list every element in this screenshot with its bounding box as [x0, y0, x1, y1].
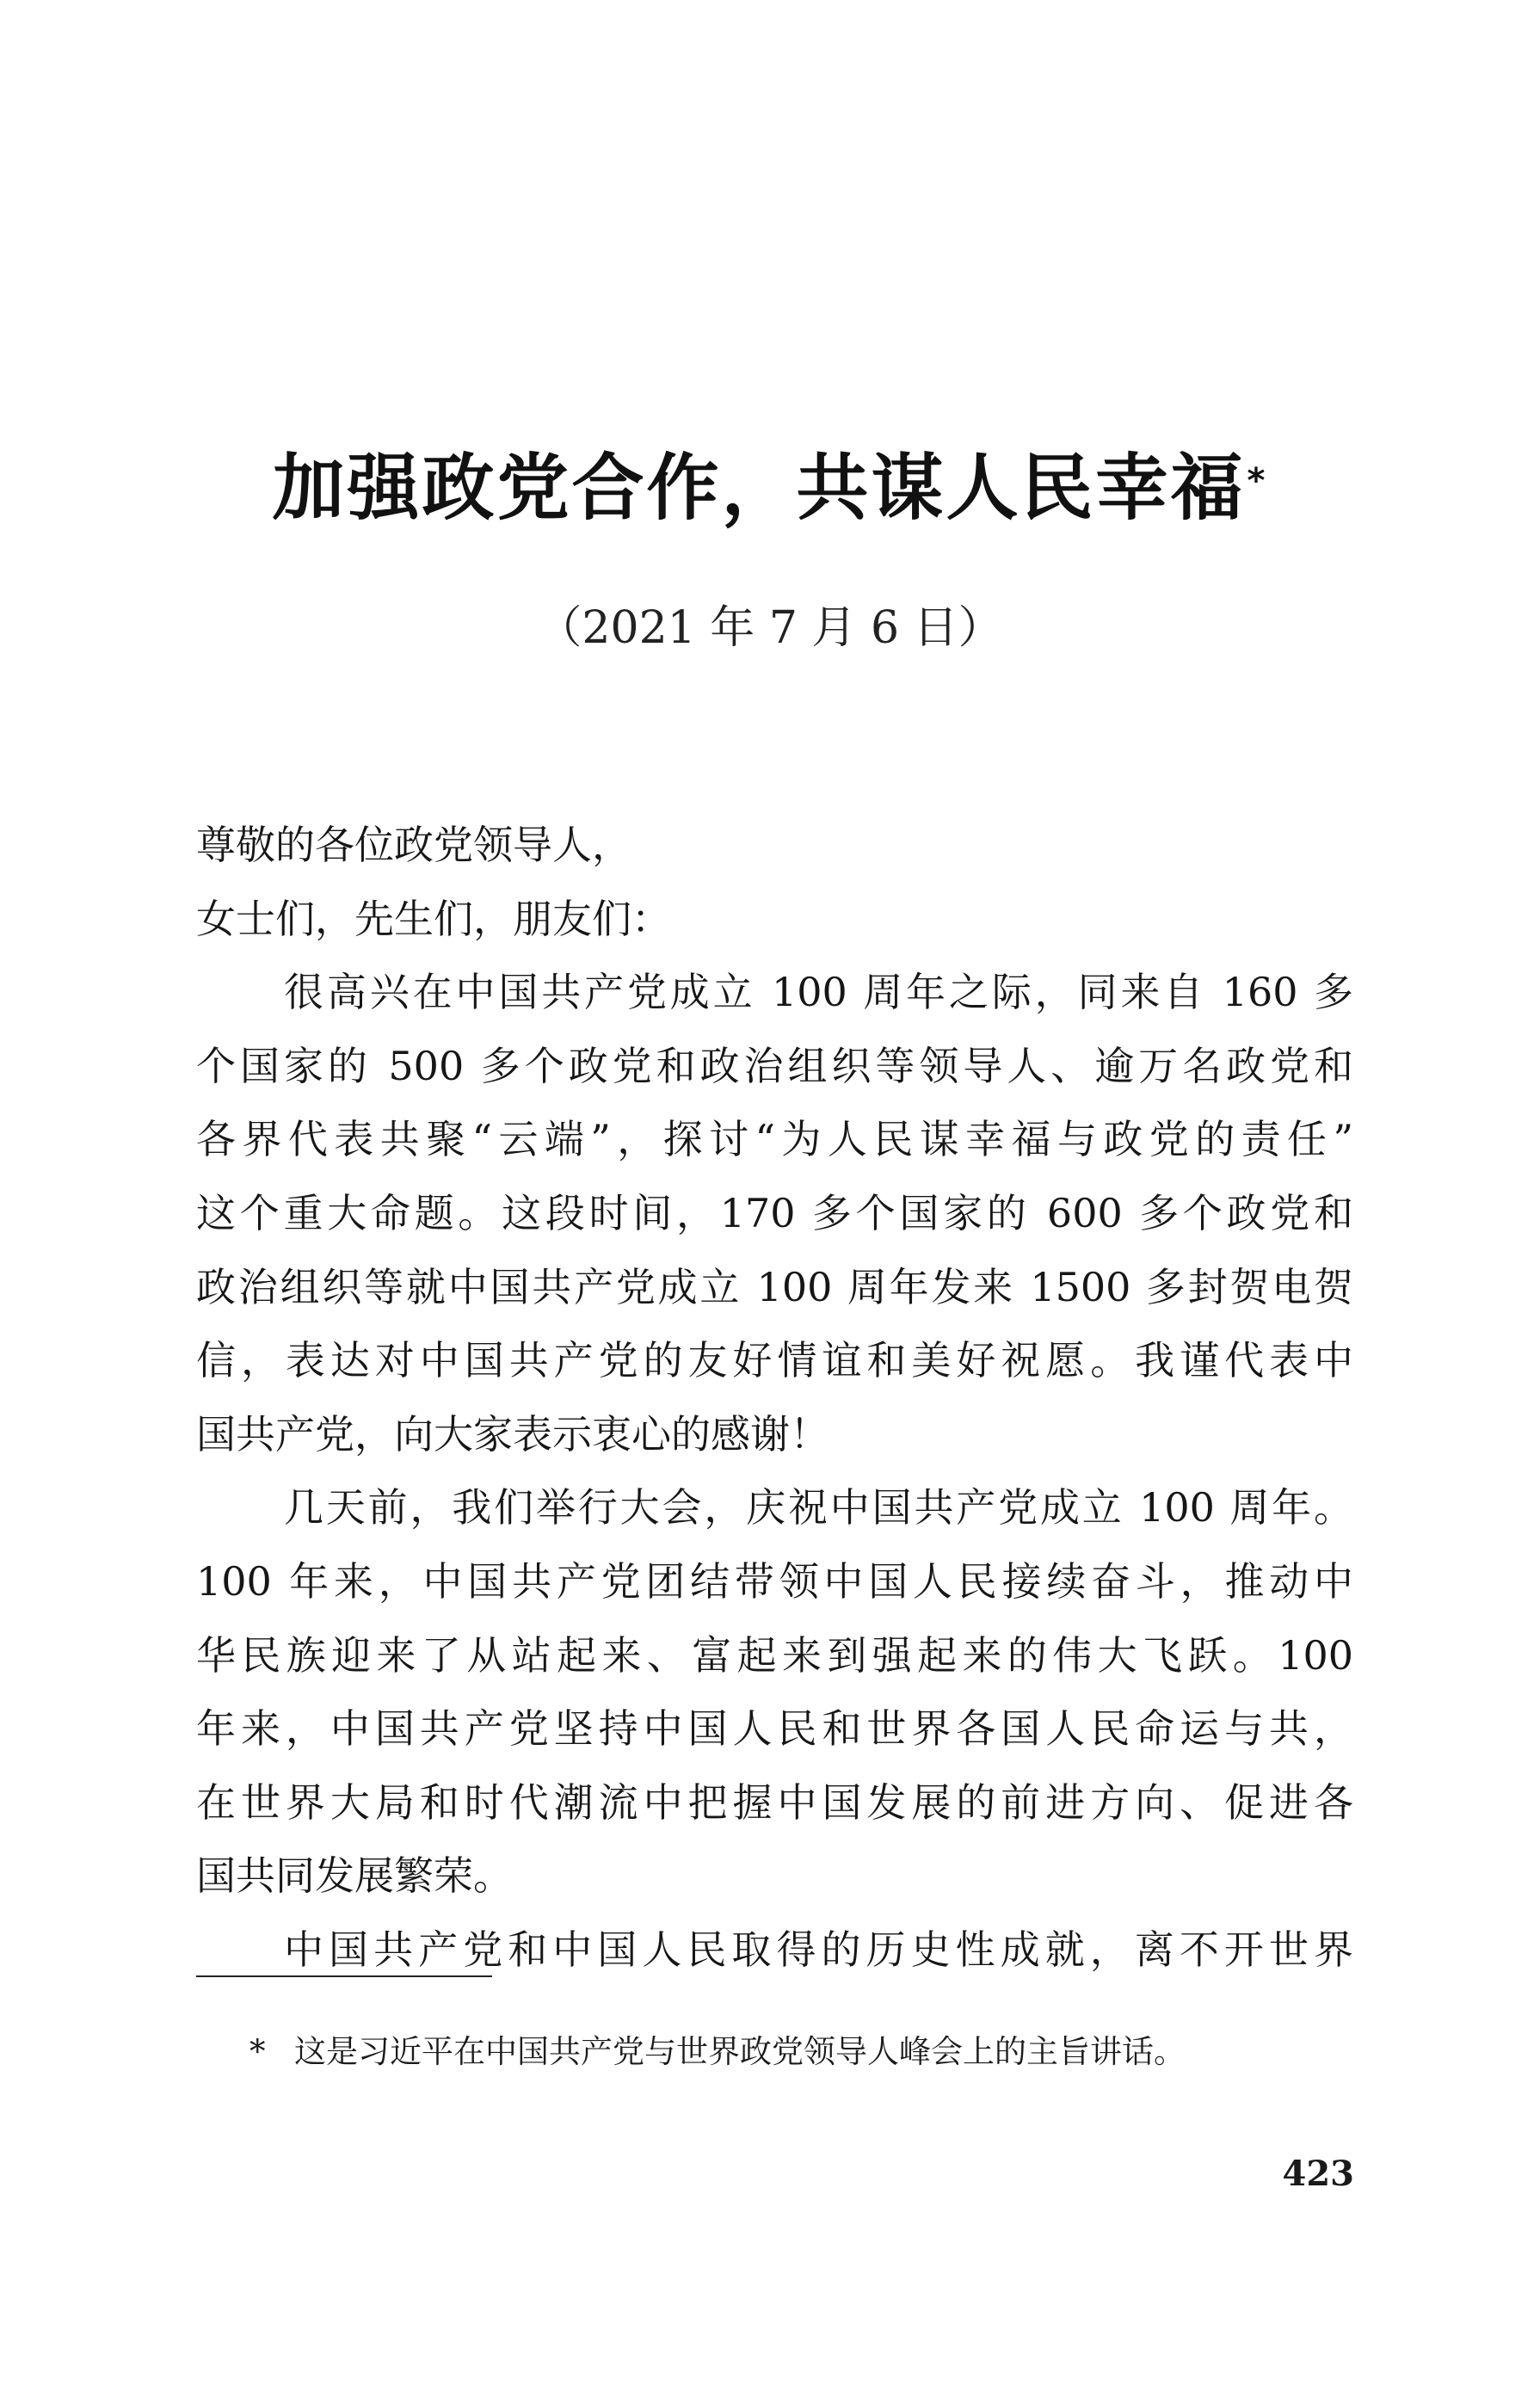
salutation-line: 尊敬的各位政党领导人， — [196, 822, 631, 868]
footnote-rule — [196, 1975, 492, 1977]
page-title — [0, 441, 1540, 535]
title-text: 加强政党合作，共谋人民幸福 — [272, 446, 1246, 530]
footnote — [249, 2031, 1186, 2074]
text-line: 国共产党，向大家表示衷心的感谢！ — [196, 1410, 829, 1458]
paragraph-2 — [196, 1471, 1353, 1914]
text-line: 几天前，我们举行大会，庆祝中国共产党成立 100 周年。 — [284, 1484, 1353, 1531]
text-line: 华民族迎来了从站起来、富起来到强起来的伟大飞跃。100 — [196, 1631, 1353, 1679]
text-line: 在世界大局和时代潮流中把握中国发展的前进方向、促进各 — [196, 1778, 1353, 1826]
title-footnote-mark: * — [1247, 461, 1268, 501]
salutation-line: 女士们，先生们，朋友们： — [196, 895, 671, 942]
text-line: 100 年来，中国共产党团结带领中国人民接续奋斗，推动中 — [196, 1557, 1353, 1605]
text-line: 中国共产党和中国人民取得的历史性成就，离不开世界 — [284, 1926, 1353, 1973]
paragraph-1 — [196, 956, 1353, 1471]
text-line: 这个重大命题。这段时间，170 多个国家的 600 多个政党和 — [196, 1189, 1353, 1236]
page-number: 423 — [1282, 2154, 1354, 2194]
text-line: 很高兴在中国共产党成立 100 周年之际，同来自 160 多 — [284, 969, 1353, 1016]
text-line: 各界代表共聚“云端”，探讨“为人民谋幸福与政党的责任” — [196, 1116, 1353, 1163]
speech-date: （2021 年 7 月 6 日） — [537, 602, 1003, 654]
text-line: 个国家的 500 多个政党和政治组织等领导人、逾万名政党和 — [196, 1042, 1353, 1089]
speech-body — [196, 809, 1353, 1988]
text-line: 国共同发展繁荣。 — [196, 1852, 513, 1900]
footnote-text: 这是习近平在中国共产党与世界政党领导人峰会上的主旨讲话。 — [294, 2033, 1186, 2070]
text-line: 信，表达对中国共产党的友好情谊和美好祝愿。我谨代表中 — [196, 1337, 1353, 1384]
text-line: 政治组织等就中国共产党成立 100 周年发来 1500 多封贺电贺 — [196, 1263, 1353, 1310]
text-line: 年来，中国共产党坚持中国人民和世界各国人民命运与共， — [196, 1705, 1353, 1753]
footnote-mark: * — [249, 2033, 266, 2070]
